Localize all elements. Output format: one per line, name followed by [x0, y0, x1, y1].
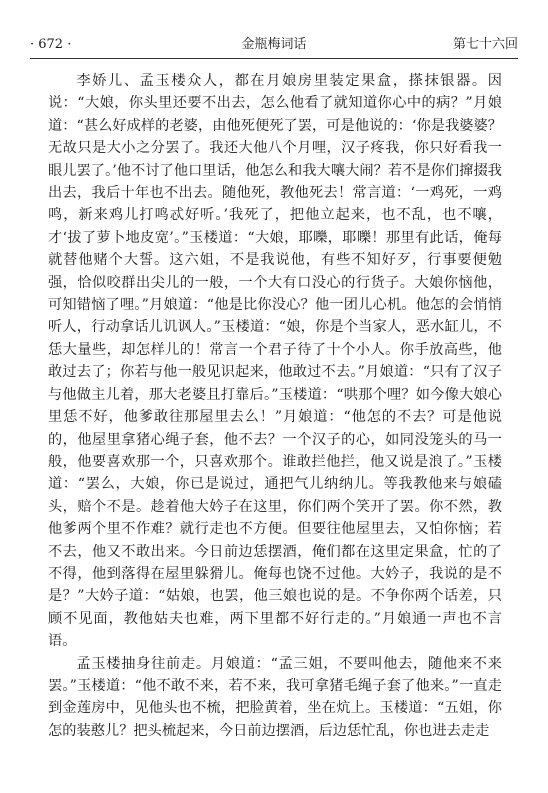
paragraph: 李娇儿、孟玉楼众人，都在月娘房里装定果盒，搽抹银器。因说：“大娘，你头里还要不出去，怎么他看了就知道你心中的病？”月娘道：“甚么好成样的老婆，由他死便死了罢，可是他说的：‘你是我婆婆？无故只是大小之分罢了。我还大他八个月哩，汉子疼我，你只好看我一眼儿罢了。’他不讨了他口里话，他怎么和我大嚷大闹？若不是你们撺掇我出去，我后十年也不出去。随他死，教他死去！常言道：‘一鸡死，一鸡鸣，新来鸡儿打鸣忒好听。’我死了，把他立起来，也不乱，也不嚷，才‘拔了萝卜地皮宽’。”玉楼道：“大娘，耶嚛，耶嚛！那里有此话，俺每就替他赌个大誓。这六姐，不是我说他，有些不知好歹，行事要便勉强，恰似咬群出尖儿的一般，一个大有口没心的行货子。大娘你恼他，可知错恼了哩。”月娘道：“他是比你没心？他一团儿心机。他怎的会悄悄听人，行动拿话儿讥讽人。”玉楼道：“娘，你是个当家人，恶水缸儿，不恁大量些，却怎样儿的！常言一个君子待了十个小人。你手放高些，他敢过去了；你若与他一般见识起来，他敢过不去。”月娘道：“只有了汉子与他做主儿着，那大老婆且打靠后。”玉楼道：“哄那个哩？如今像大娘心里恁不好，他爹敢往那屋里去么！”月娘道：“他怎的不去？可是他说的，他屋里拿猪心绳子套，他不去？一个汉子的心，如同没笼头的马一般，他要喜欢那一个，只喜欢那个。谁敢拦他拦，他又说是浪了。”玉楼道：“罢么，大娘，你已是说过，通把气儿纳纳儿。等我教他来与娘磕头，赔个不是。趁着他大妗子在这里，你们两个笑开了罢。你不然，教他爹两个里不作难？就行走也不方便。但要往他屋里去，又怕你恼；若不去，他又不敢出来。今日前边恁摆酒，俺们都在这里定果盒，忙的了不得，他到落得在屋里躲猾儿。俺每也饶不过他。大妗子，我说的是不是？”大妗子道：“姑娘，也罢，他三娘也说的是。不争你两个话差，只顾不见面，教他姑夫也难，两下里都不好行走的。”月娘通一声也不言语。: [48, 73, 502, 650]
chapter-title: 第七十六回: [452, 37, 518, 52]
page-body: [48, 70, 502, 742]
page-header: [30, 36, 518, 56]
paragraph: 孟玉楼抽身往前走。月娘道：“孟三姐，不要叫他去，随他来不来罢。”玉楼道：“他不敢不来，若不来，我可拿猪毛绳子套了他来。”一直走到金莲房中，见他头也不梳，把脸黄着，坐在炕上。玉楼道：“五姐，你怎的装憨儿？把头梳起来，今日前边摆酒，后边恁忙乱，你也进去走走: [48, 655, 502, 739]
page-number: · 672 ·: [30, 37, 72, 52]
header-rule: [30, 58, 518, 59]
book-title: 金瓶梅词话: [241, 37, 307, 52]
